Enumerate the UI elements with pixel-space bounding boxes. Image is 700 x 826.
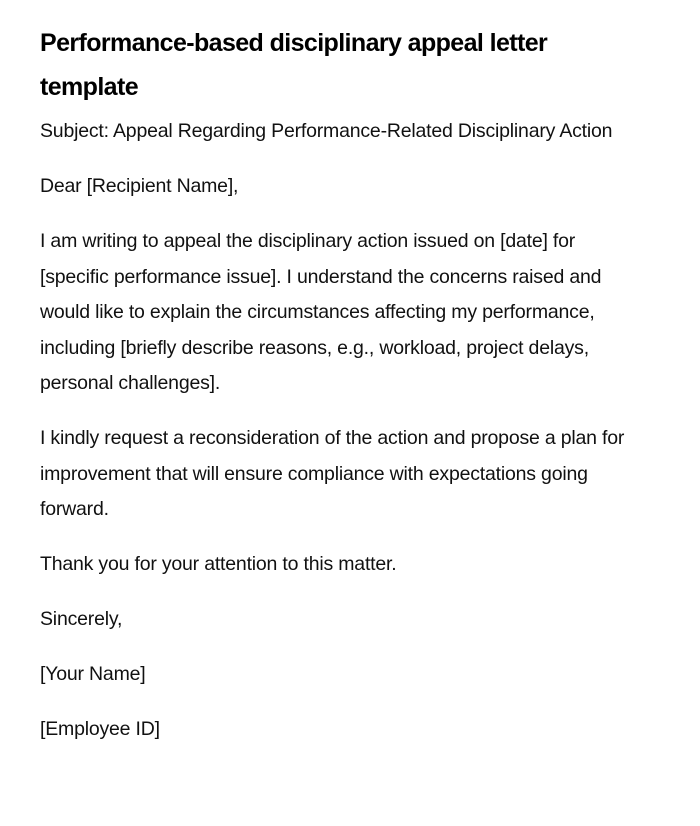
body-paragraph-request: I kindly request a reconsideration of the action and propose a plan for improvement that will ensure compliance with expectations going forward.: [40, 427, 625, 520]
salutation: Dear [Recipient Name],: [40, 175, 239, 197]
body-paragraph-thanks: Thank you for your attention to this matter.: [40, 553, 397, 575]
signature-name: [Your Name]: [40, 663, 146, 685]
signature-employee-id: [Employee ID]: [40, 718, 160, 740]
subject-line: Subject: Appeal Regarding Performance-Related Disciplinary Action: [40, 120, 613, 142]
body-paragraph-appeal: I am writing to appeal the disciplinary action issued on [date] for [specific performance issue]. I understand the concerns raised and would like to explain the circumstances affecting my performance, including [briefly describe reasons, e.g., workload, project delays, personal challenges].: [40, 230, 602, 394]
closing: Sincerely,: [40, 608, 123, 630]
document-title: Performance-based disciplinary appeal letter template: [40, 29, 548, 101]
